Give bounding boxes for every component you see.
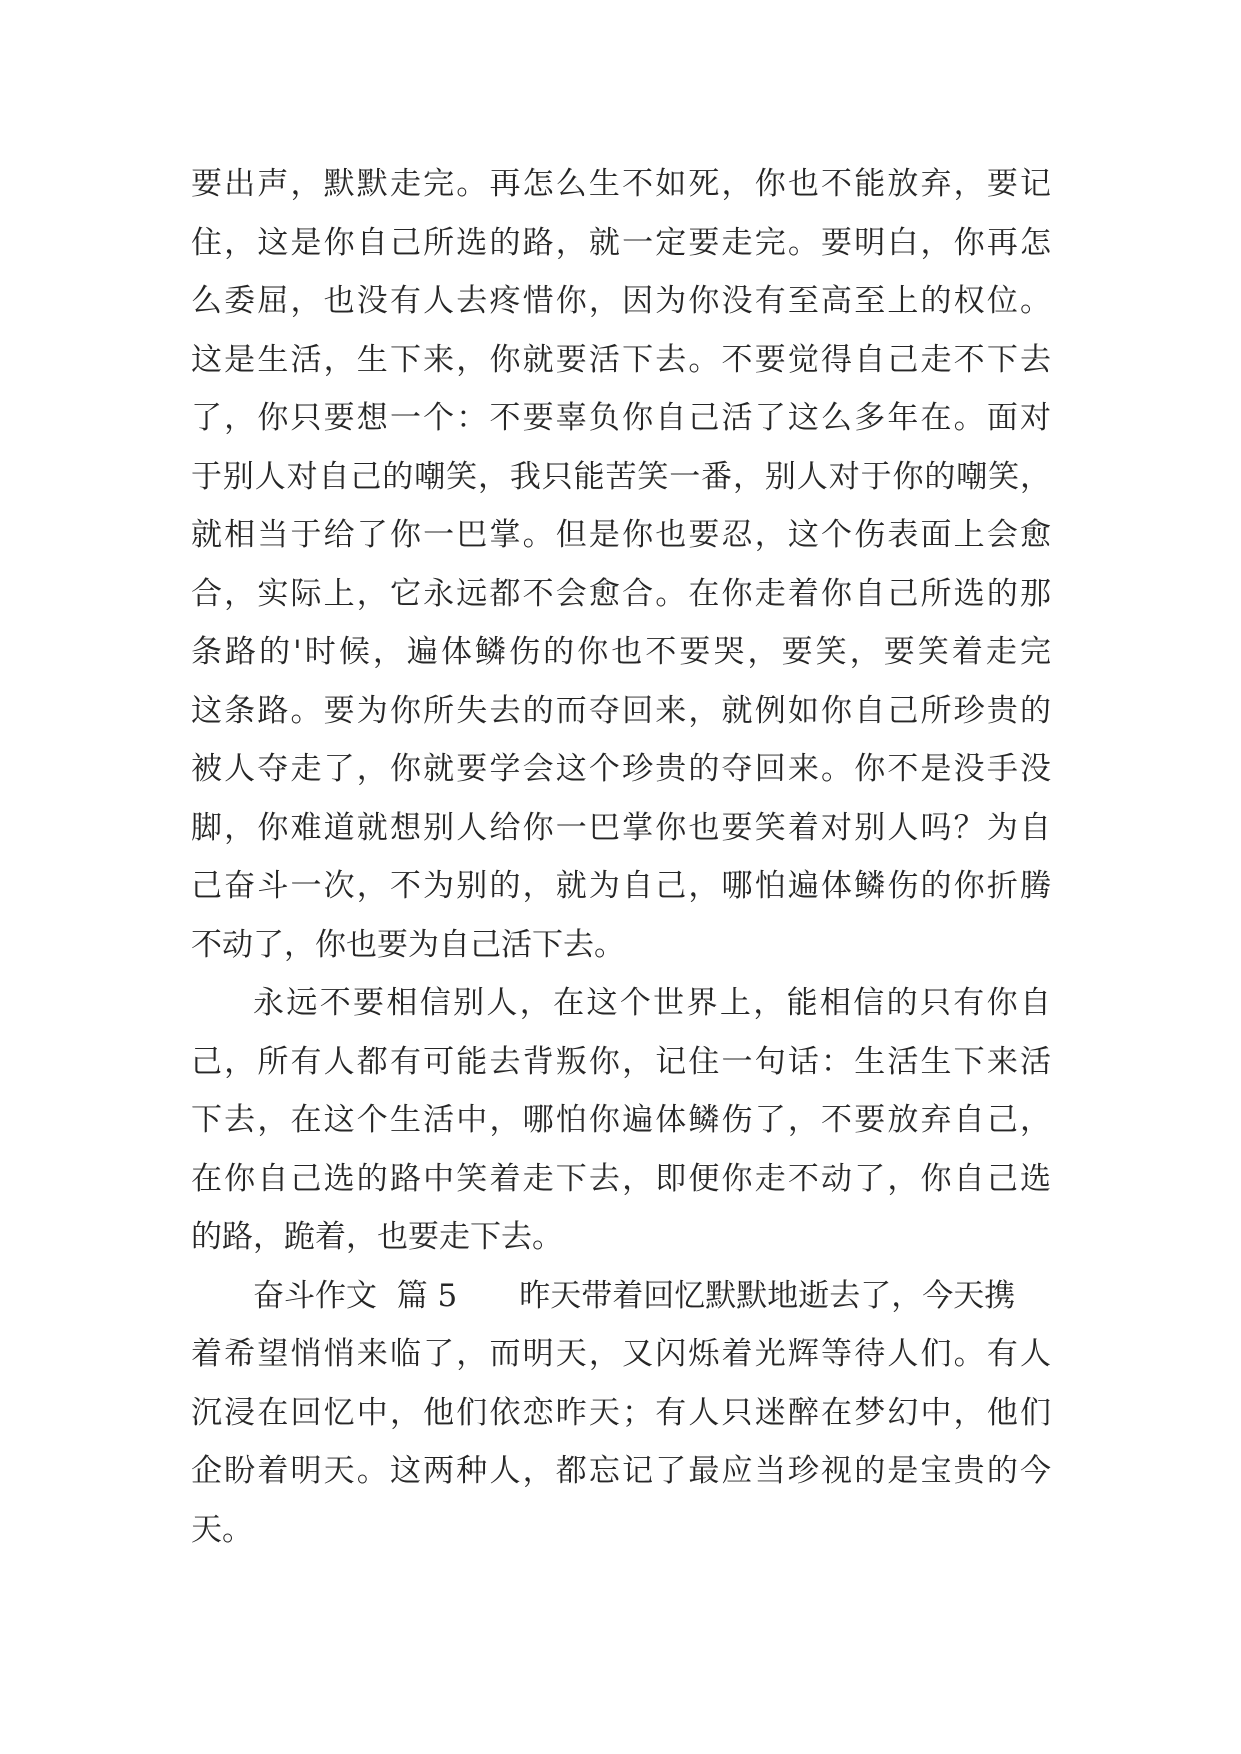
text-line: 于别人对自己的嘲笑，我只能苦笑一番，别人对于你的嘲笑， — [191, 458, 1051, 495]
text-line: 被人夺走了，你就要学会这个珍贵的夺回来。你不是没手没 — [191, 751, 1051, 787]
text-line: 这条路。要为你所失去的而夺回来，就例如你自己所珍贵的 — [191, 692, 1051, 729]
text-line: 沉浸在回忆中，他们依恋昨天；有人只迷醉在梦幻中，他们 — [191, 1394, 1051, 1431]
text-line: 住，这是你自己所选的路，就一定要走完。要明白，你再怎 — [191, 224, 1051, 261]
section-heading-line — [191, 1267, 1051, 1326]
text-line: 合，实际上，它永远都不会愈合。在你走着你自己所选的那 — [191, 575, 1051, 612]
text-line: 了，你只要想一个：不要辜负你自己活了这么多年在。面对 — [191, 400, 1051, 436]
text-line: 己，所有人都有可能去背叛你，记住一句话：生活生下来活 — [191, 1043, 1051, 1080]
text-line: 脚，你难道就想别人给你一巴掌你也要笑着对别人吗？为自 — [191, 809, 1051, 846]
text-line: 不动了，你也要为自己活下去。 — [191, 926, 625, 963]
text-line: 要出声，默默走完。再怎么生不如死，你也不能放弃，要记 — [191, 166, 1051, 202]
text-line: 这是生活，生下来，你就要活下去。不要觉得自己走不下去 — [191, 341, 1051, 378]
text-line: 企盼着明天。这两种人，都忘记了最应当珍视的是宝贵的今 — [191, 1453, 1051, 1489]
text-line: 条路的'时候，遍体鳞伤的你也不要哭，要笑，要笑着走完 — [191, 634, 1051, 670]
paragraph-1 — [191, 155, 1051, 974]
article-body — [191, 155, 1051, 1559]
text-line: 天。 — [191, 1511, 253, 1548]
paragraph-2 — [191, 974, 1051, 1267]
text-line: 在你自己选的路中笑着走下去，即便你走不动了，你自己选 — [191, 1160, 1051, 1197]
text-line: 下去，在这个生活中，哪怕你遍体鳞伤了，不要放弃自己， — [191, 1102, 1051, 1138]
text-line: 么委屈，也没有人去疼惜你，因为你没有至高至上的权位。 — [191, 283, 1051, 319]
section-heading: 奋斗作文 篇 5 — [253, 1277, 458, 1314]
text-line: 的路，跪着，也要走下去。 — [191, 1219, 563, 1255]
text-line: 就相当于给了你一巴掌。但是你也要忍，这个伤表面上会愈 — [191, 517, 1051, 553]
text-line: 己奋斗一次，不为别的，就为自己，哪怕遍体鳞伤的你折腾 — [191, 868, 1051, 904]
text-line: 着希望悄悄来临了，而明天，又闪烁着光辉等待人们。有人 — [191, 1336, 1051, 1372]
text-line: 永远不要相信别人，在这个世界上，能相信的只有你自 — [253, 985, 1051, 1021]
first-line-text: 昨天带着回忆默默地逝去了，今天携 — [519, 1277, 1016, 1314]
paragraph-3 — [191, 1267, 1051, 1560]
